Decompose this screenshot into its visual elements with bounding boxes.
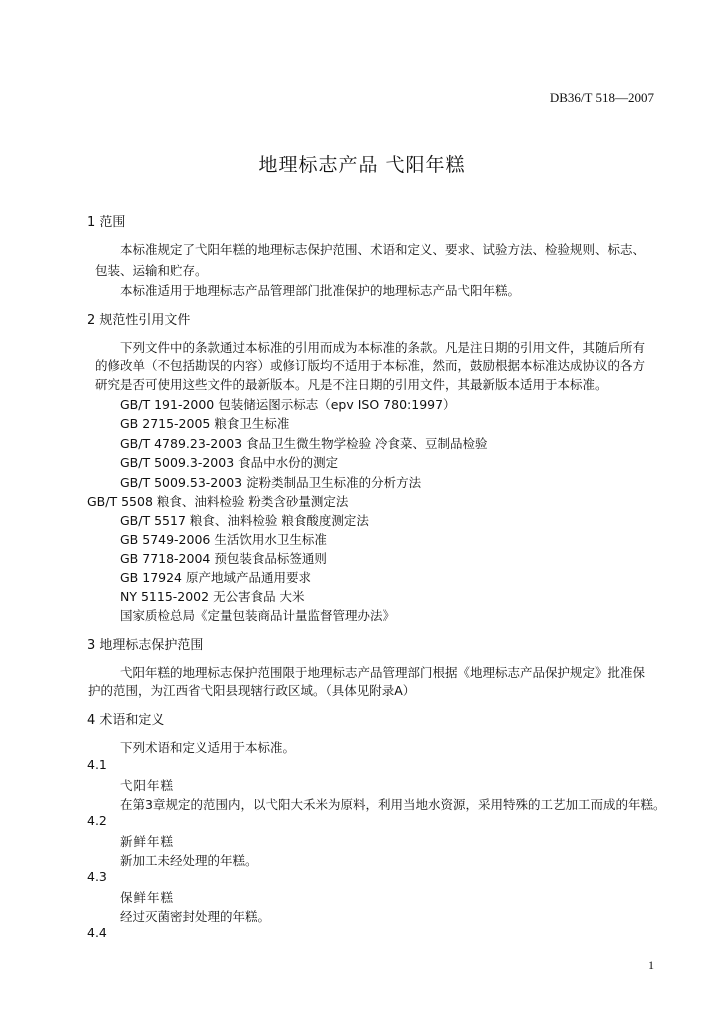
- section-4-heading: 4 术语和定义: [87, 713, 165, 728]
- section-3-line: 护的范围，为江西省弋阳县现辖行政区域。（具体见附录A）: [88, 683, 416, 698]
- term-definition: 在第3章规定的范围内，以弋阳大禾米为原料，利用当地水资源，采用特殊的工艺加工而成的年糕。: [120, 797, 666, 812]
- reference-item: GB 2715-2005 粮食卫生标准: [120, 416, 290, 431]
- page-number: 1: [648, 958, 654, 972]
- reference-item: GB 7718-2004 预包装食品标签通则: [120, 551, 327, 566]
- reference-item: GB/T 4789.23-2003 食品卫生微生物学检验 冷食菜、豆制品检验: [120, 436, 488, 451]
- reference-item: GB/T 5517 粮食、油料检验 粮食酸度测定法: [120, 513, 369, 528]
- reference-item: NY 5115-2002 无公害食品 大米: [120, 589, 305, 604]
- reference-item: GB/T 5508 粮食、油料检验 粉类含砂量测定法: [87, 494, 349, 509]
- section-2-line: 研究是否可使用这些文件的最新版本。凡是不注日期的引用文件，其最新版本适用于本标准。: [95, 377, 608, 392]
- section-1-line: 本标准适用于地理标志产品管理部门批准保护的地理标志产品弋阳年糕。: [120, 283, 521, 298]
- section-1-line: 包装、运输和贮存。: [95, 263, 208, 278]
- section-2-line: 下列文件中的条款通过本标准的引用而成为本标准的条款。凡是注日期的引用文件，其随后所有: [120, 340, 646, 355]
- clause-number: 4.3: [87, 869, 107, 884]
- clause-number: 4.1: [87, 757, 107, 772]
- term-definition: 经过灭菌密封处理的年糕。: [120, 909, 271, 924]
- section-4-intro: 下列术语和定义适用于本标准。: [120, 740, 296, 755]
- reference-item: GB 17924 原产地域产品通用要求: [120, 570, 311, 585]
- section-3-line: 弋阳年糕的地理标志保护范围限于地理标志产品管理部门根据《地理标志产品保护规定》批准保: [120, 665, 646, 680]
- reference-item: GB/T 191-2000 包装储运图示标志（epv ISO 780:1997）: [120, 397, 456, 412]
- reference-item: 国家质检总局《定量包装商品计量监督管理办法》: [120, 608, 396, 623]
- reference-item: GB 5749-2006 生活饮用水卫生标准: [120, 532, 327, 547]
- term-title: 保鲜年糕: [120, 890, 175, 905]
- document-title: 地理标志产品 弋阳年糕: [258, 154, 466, 176]
- reference-item: GB/T 5009.3-2003 食品中水份的测定: [120, 455, 339, 470]
- section-1-heading: 1 范围: [87, 215, 126, 230]
- term-title: 新鲜年糕: [120, 834, 175, 849]
- reference-item: GB/T 5009.53-2003 淀粉类制品卫生标准的分析方法: [120, 475, 422, 490]
- section-2-heading: 2 规范性引用文件: [87, 313, 191, 328]
- section-1-line: 本标准规定了弋阳年糕的地理标志保护范围、术语和定义、要求、试验方法、检验规则、标志、: [120, 242, 646, 257]
- clause-number: 4.2: [87, 813, 107, 828]
- term-definition: 新加工未经处理的年糕。: [120, 853, 258, 868]
- term-title: 弋阳年糕: [120, 778, 175, 793]
- section-3-heading: 3 地理标志保护范围: [87, 638, 204, 653]
- section-2-line: 的修改单（不包括勘误的内容）或修订版均不适用于本标准，然而，鼓励根据本标准达成协议的各方: [95, 358, 646, 373]
- clause-number: 4.4: [87, 925, 107, 940]
- standard-number: DB36/T 518—2007: [549, 90, 654, 105]
